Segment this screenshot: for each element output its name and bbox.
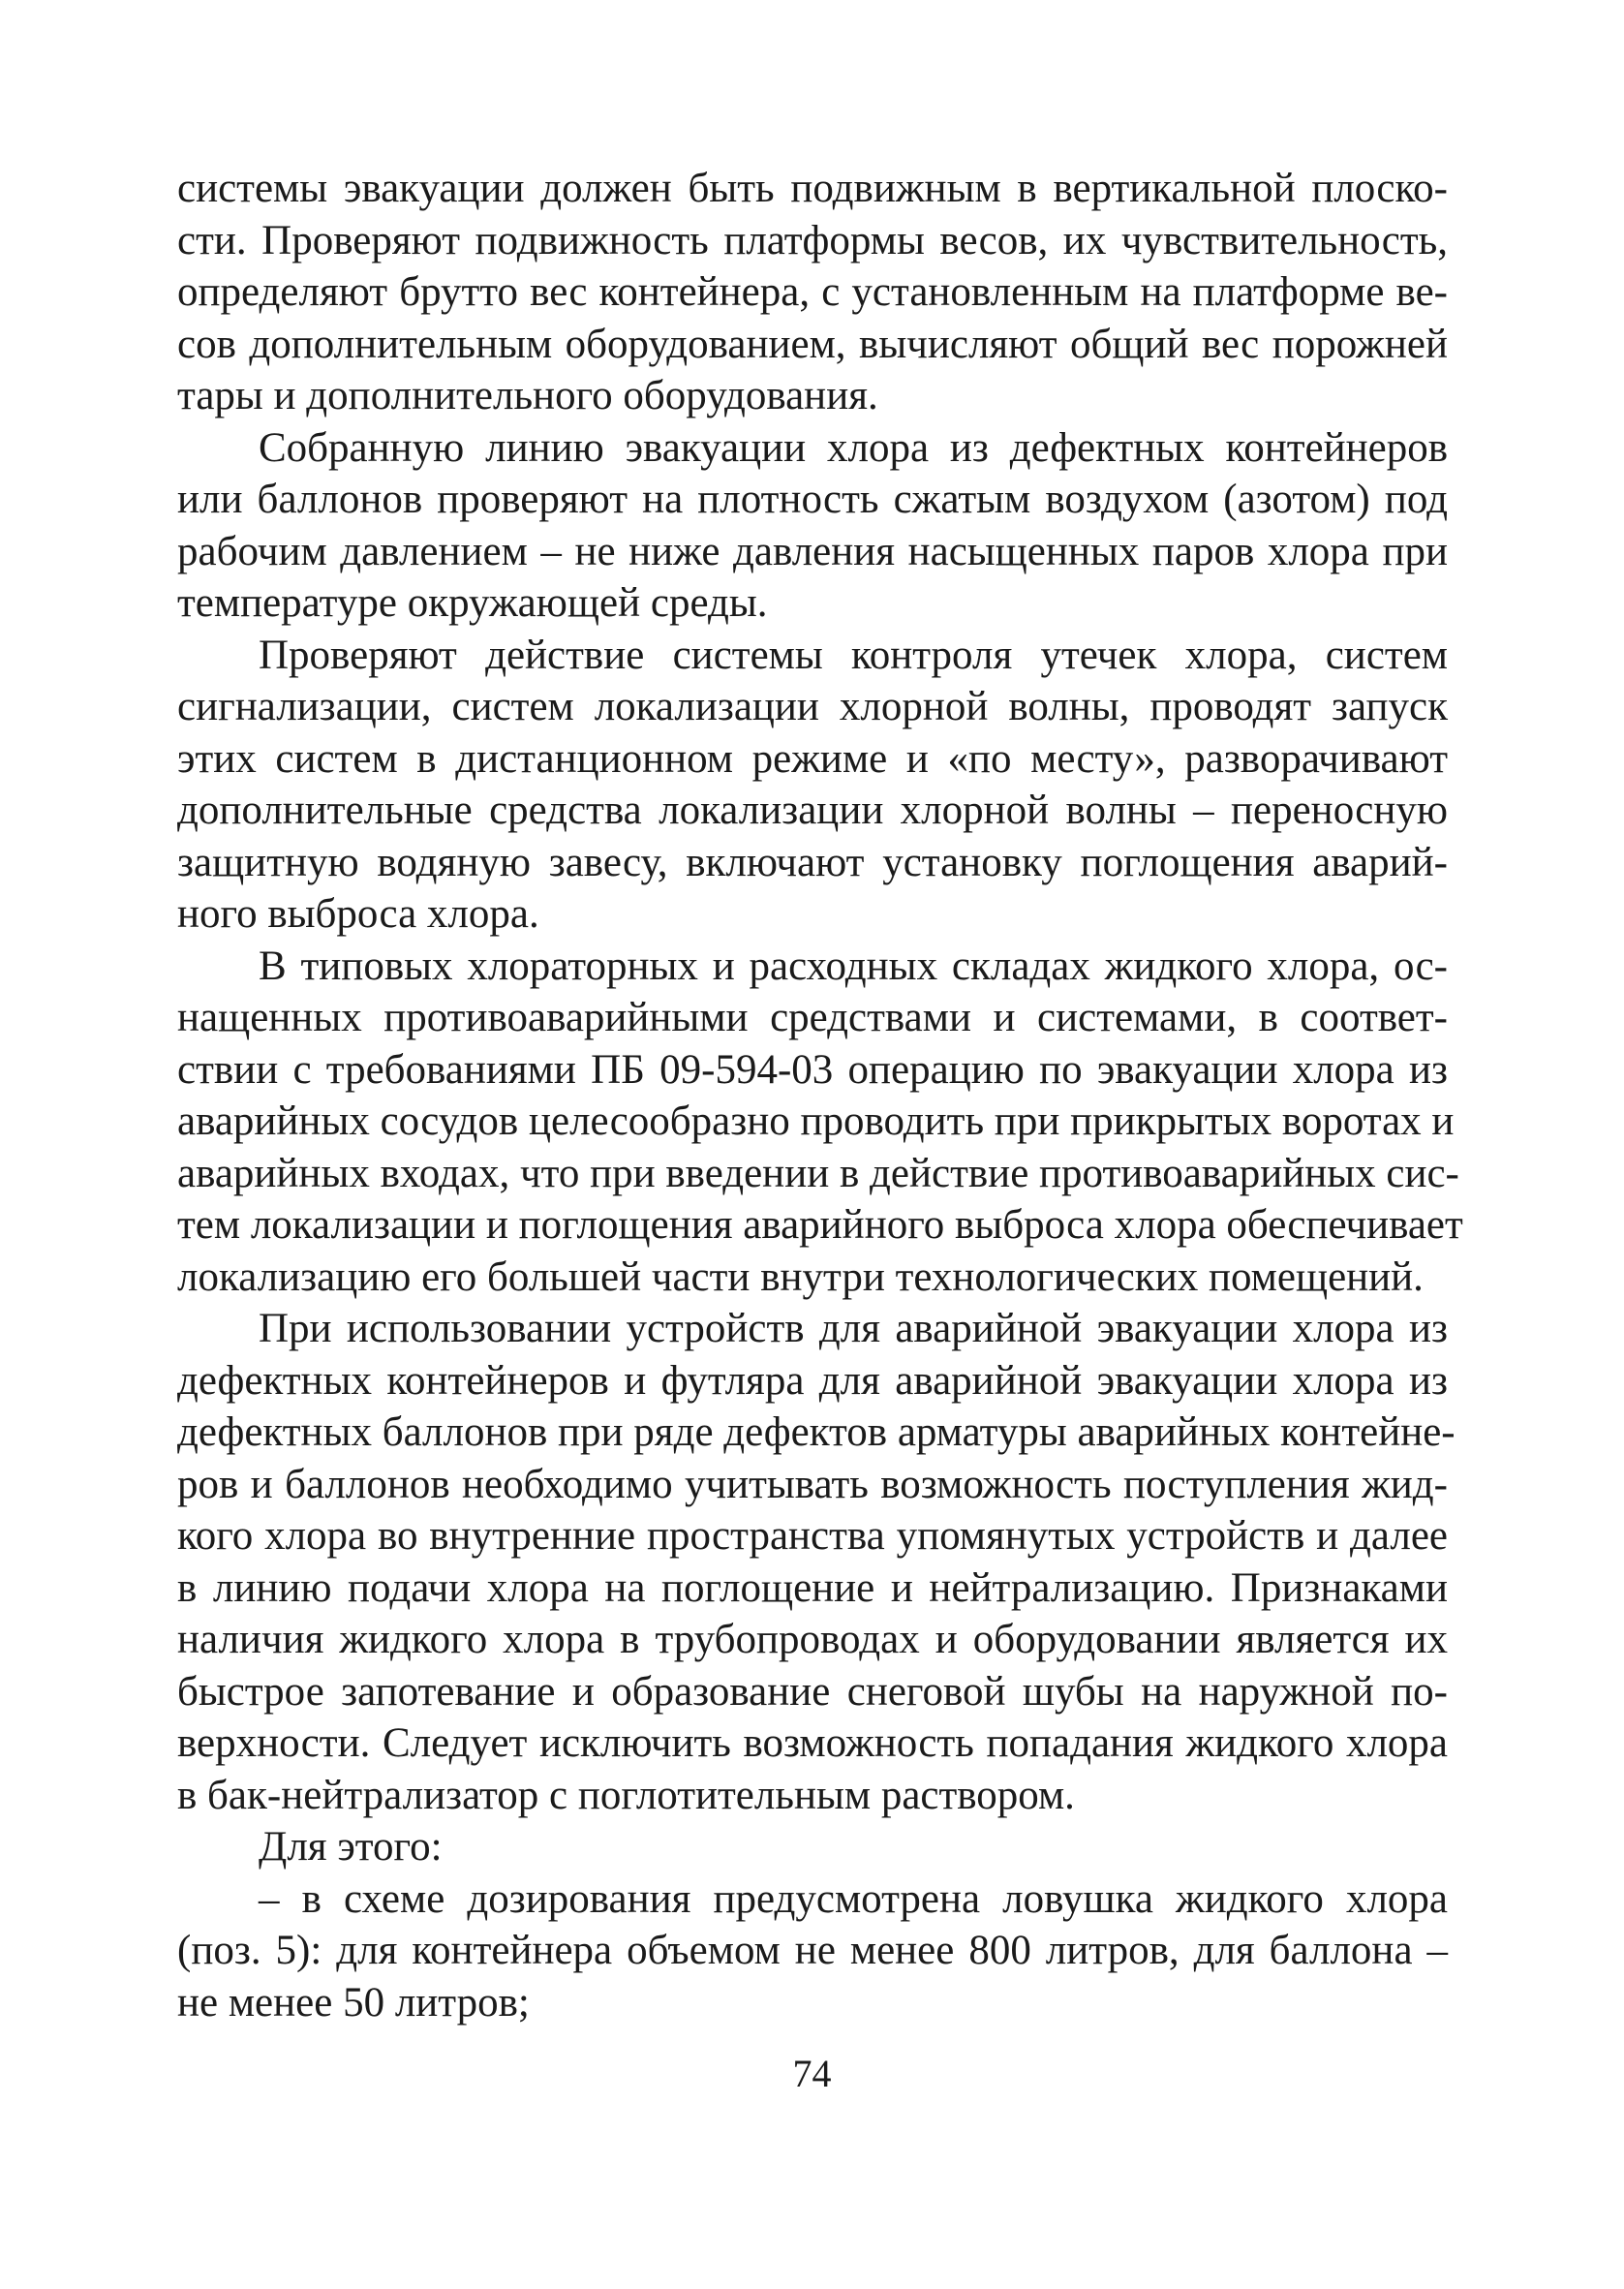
text-line: Проверяют действие системы контроля утечек хлора, систем [259,632,1448,678]
paragraph [177,941,1463,1304]
paragraph [177,630,1448,941]
page-number: 74 [792,2052,832,2095]
text-line: не менее 50 литров; [177,1979,530,2026]
page-body [177,163,1463,2028]
text-line: дефектных контейнеров и футляра для аварийной эвакуации хлора из [177,1357,1448,1404]
text-line: быстрое запотевание и образование снеговой шубы на наружной по- [177,1668,1448,1715]
text-line: ров и баллонов необходимо учитывать возможность поступления жид- [177,1461,1448,1507]
text-line: (поз. 5): для контейнера объемом не менее 800 литров, для баллона – [177,1928,1448,1973]
paragraph [177,1303,1455,1821]
paragraph [177,1873,1448,2029]
text-line: сов дополнительным оборудованием, вычисляют общий вес порожней [177,321,1448,367]
text-line: защитную водяную завесу, включают установку поглощения аварий- [177,839,1448,885]
text-line: ного выброса хлора. [177,891,539,937]
text-line: дополнительные средства локализации хлорной волны – переносную [177,788,1448,833]
paragraph [177,1821,1448,1873]
text-line: дефектных баллонов при ряде дефектов арматуры аварийных контейне- [177,1409,1455,1455]
text-line: в бак-нейтрализатор с поглотительным раствором. [177,1772,1075,1818]
text-line: кого хлора во внутренние пространства упомянутых устройств и далее [177,1513,1448,1559]
text-line: В типовых хлораторных и расходных складах жидкого хлора, ос- [259,943,1448,989]
text-line: в линию подачи хлора на поглощение и нейтрализацию. Признаками [177,1564,1448,1611]
text-line: определяют брутто вес контейнера, с установленным на платформе ве- [177,269,1448,315]
text-line: наличия жидкого хлора в трубопроводах и оборудовании является их [177,1617,1448,1662]
text-line: локализацию его большей части внутри технологических помещений. [177,1253,1424,1300]
text-line: рабочим давлением – не ниже давления насыщенных паров хлора при [177,528,1448,574]
text-line: этих систем в дистанционном режиме и «по месту», разворачивают [177,735,1448,782]
text-line: верхности. Следует исключить возможность попадания жидкого хлора [177,1720,1448,1766]
text-line: аварийных сосудов целесообразно проводить при прикрытых воротах и [177,1098,1455,1144]
text-line: системы эвакуации должен быть подвижным в вертикальной плоско- [177,166,1448,211]
text-line: нащенных противоаварийными средствами и системами, в соответ- [177,995,1448,1040]
text-line: сигнализации, систем локализации хлорной волны, проводят запуск [177,684,1448,729]
paragraph [177,163,1448,422]
text-line: сти. Проверяют подвижность платформы весов, их чувствительность, [177,217,1448,263]
text-line: тем локализации и поглощения аварийного выброса хлора обеспечивает [177,1202,1463,1248]
text-line: температуре окружающей среды. [177,580,768,626]
text-line: Для этого: [259,1824,443,1870]
text-line: ствии с требованиями ПБ 09-594-03 операцию по эвакуации хлора из [177,1046,1448,1093]
text-line: Собранную линию эвакуации хлора из дефектных контейнеров [259,424,1448,471]
text-line: тары и дополнительного оборудования. [177,373,878,418]
text-line: – в схеме дозирования предусмотрена ловушка жидкого хлора [259,1875,1448,1922]
text-line: При использовании устройств для аварийной эвакуации хлора из [259,1306,1448,1351]
text-line: или баллонов проверяют на плотность сжатым воздухом (азотом) под [177,477,1448,522]
paragraph [177,422,1448,630]
text-line: аварийных входах, что при введении в действие противоаварийных сис- [177,1150,1459,1196]
